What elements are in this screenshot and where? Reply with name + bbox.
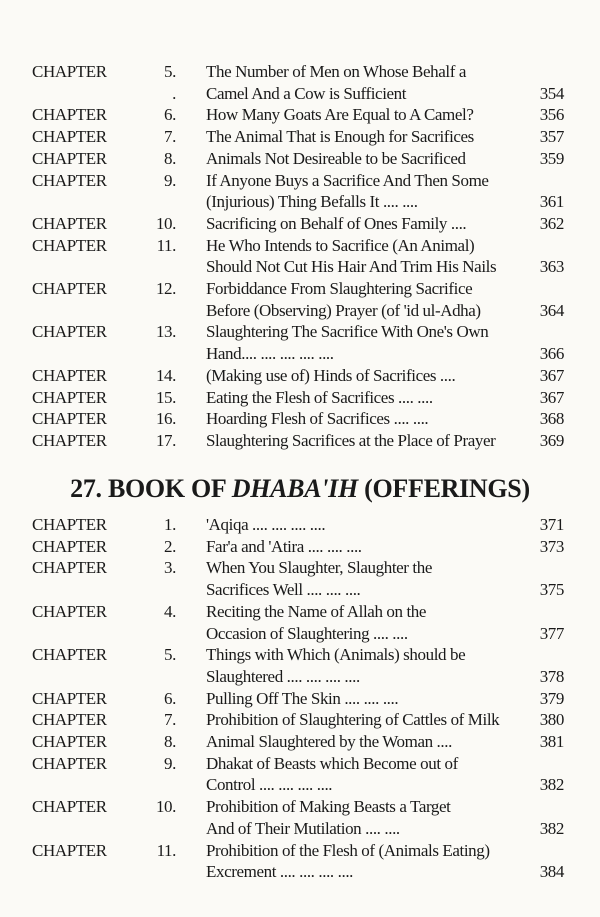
chapter-title: Pulling Off The Skin .... .... .... bbox=[206, 688, 399, 708]
chapter-title: Sacrifices Well .... .... .... bbox=[206, 580, 361, 600]
chapter-label: CHAPTER bbox=[32, 710, 107, 730]
toc-row bbox=[0, 796, 600, 818]
chapter-title: Far'a and 'Atira .... .... .... bbox=[206, 536, 362, 556]
chapter-number: 14. bbox=[155, 365, 176, 385]
chapter-label: CHAPTER bbox=[32, 387, 107, 407]
chapter-number: 5. bbox=[164, 645, 176, 665]
chapter-title: Animals Not Desireable to be Sacrificed bbox=[206, 148, 466, 168]
chapter-label: CHAPTER bbox=[32, 688, 107, 708]
toc-row bbox=[0, 104, 600, 126]
chapter-label: CHAPTER bbox=[32, 601, 107, 621]
page-number: 363 bbox=[539, 257, 564, 277]
toc-row bbox=[0, 235, 600, 257]
page-number: 368 bbox=[539, 409, 564, 429]
toc-row bbox=[0, 666, 600, 688]
page-number: 364 bbox=[539, 300, 564, 320]
chapter-number: 1. bbox=[164, 515, 176, 534]
page-number: 369 bbox=[539, 430, 564, 450]
page-number: 380 bbox=[539, 710, 564, 730]
chapter-label: CHAPTER bbox=[32, 213, 107, 233]
page-number: 371 bbox=[539, 515, 564, 534]
chapter-label: CHAPTER bbox=[32, 797, 107, 817]
page-number: 367 bbox=[539, 387, 564, 407]
toc-row bbox=[0, 343, 600, 365]
chapter-title: When You Slaughter, Slaughter the bbox=[206, 558, 432, 578]
chapter-label: CHAPTER bbox=[32, 515, 107, 534]
book-heading-suffix: (OFFERINGS) bbox=[357, 474, 530, 503]
chapter-label: CHAPTER bbox=[32, 62, 107, 81]
chapter-number: 3. bbox=[164, 558, 176, 578]
chapter-title: Should Not Cut His Hair And Trim His Nails bbox=[206, 257, 497, 277]
toc-row bbox=[0, 213, 600, 235]
toc-row bbox=[0, 557, 600, 579]
page-number: 354 bbox=[539, 83, 564, 103]
chapter-title: Prohibition of Slaughtering of Cattles of Milk bbox=[206, 710, 500, 730]
toc-row bbox=[0, 579, 600, 601]
chapter-label: CHAPTER bbox=[32, 753, 107, 773]
chapter-label: CHAPTER bbox=[32, 840, 107, 860]
chapter-title: Forbiddance From Slaughtering Sacrifice bbox=[206, 279, 473, 298]
chapter-label: CHAPTER bbox=[32, 279, 107, 298]
book-heading bbox=[0, 472, 600, 506]
chapter-number: 7. bbox=[164, 127, 176, 147]
chapter-title: 'Aqiqa .... .... .... .... bbox=[206, 515, 326, 534]
chapter-number: 10. bbox=[155, 213, 176, 233]
chapter-title: Hand.... .... .... .... .... bbox=[206, 344, 334, 364]
toc-row bbox=[0, 387, 600, 409]
chapter-number: . bbox=[172, 83, 176, 103]
toc-row bbox=[0, 536, 600, 558]
toc-row bbox=[0, 408, 600, 430]
chapter-title: Animal Slaughtered by the Woman .... bbox=[206, 732, 452, 751]
chapter-label: CHAPTER bbox=[32, 365, 107, 385]
chapter-title: If Anyone Buys a Sacrifice And Then Some bbox=[206, 170, 489, 190]
chapter-title: Occasion of Slaughtering .... .... bbox=[206, 623, 408, 643]
book-heading-italic: DHABA'IH bbox=[231, 474, 358, 503]
toc-row bbox=[0, 818, 600, 840]
chapter-number: 8. bbox=[164, 732, 176, 751]
toc-row bbox=[0, 191, 600, 213]
page-number: 381 bbox=[539, 732, 564, 751]
chapter-label: CHAPTER bbox=[32, 645, 107, 665]
toc-row bbox=[0, 365, 600, 387]
toc-row bbox=[0, 601, 600, 623]
chapter-number: 4. bbox=[164, 601, 176, 621]
chapter-label: CHAPTER bbox=[32, 127, 107, 147]
chapter-number: 2. bbox=[164, 536, 176, 556]
chapter-title: Sacrificing on Behalf of Ones Family .... bbox=[206, 213, 467, 233]
chapter-title: Control .... .... .... .... bbox=[206, 775, 333, 795]
chapter-title: Camel And a Cow is Sufficient bbox=[206, 83, 407, 103]
chapter-number: 9. bbox=[164, 170, 176, 190]
chapter-title: Before (Observing) Prayer (of 'id ul-Adha) bbox=[206, 300, 481, 320]
toc-row bbox=[0, 840, 600, 862]
chapter-title: Eating the Flesh of Sacrifices .... .... bbox=[206, 387, 433, 407]
toc-row bbox=[0, 83, 600, 105]
chapter-number: 11. bbox=[156, 840, 176, 860]
chapter-label: CHAPTER bbox=[32, 430, 107, 450]
toc-row bbox=[0, 126, 600, 148]
page-number: 384 bbox=[539, 862, 564, 882]
chapter-title: Hoarding Flesh of Sacrifices .... .... bbox=[206, 409, 429, 429]
toc-row bbox=[0, 688, 600, 710]
chapter-number: 9. bbox=[164, 753, 176, 773]
chapter-number: 6. bbox=[164, 688, 176, 708]
chapter-label: CHAPTER bbox=[32, 322, 107, 342]
chapter-title: Things with Which (Animals) should be bbox=[206, 645, 466, 665]
page-number: 379 bbox=[539, 688, 564, 708]
chapter-title: The Number of Men on Whose Behalf a bbox=[206, 62, 466, 81]
page-number: 366 bbox=[539, 344, 564, 364]
page-number: 361 bbox=[539, 192, 564, 212]
chapter-number: 5. bbox=[164, 62, 176, 81]
toc-row bbox=[0, 321, 600, 343]
chapter-title: The Animal That is Enough for Sacrifices bbox=[206, 127, 474, 147]
page-number: 377 bbox=[539, 623, 564, 643]
page-number: 378 bbox=[539, 666, 564, 686]
chapter-title: How Many Goats Are Equal to A Camel? bbox=[206, 105, 474, 125]
toc-row bbox=[0, 300, 600, 322]
chapter-title: Prohibition of the Flesh of (Animals Eating) bbox=[206, 840, 490, 860]
chapter-title: He Who Intends to Sacrifice (An Animal) bbox=[206, 235, 475, 255]
chapter-title: And of Their Mutilation .... .... bbox=[206, 818, 400, 838]
toc-row bbox=[0, 61, 600, 83]
toc-row bbox=[0, 644, 600, 666]
chapter-title: Slaughtered .... .... .... .... bbox=[206, 666, 360, 686]
page-number: 373 bbox=[539, 536, 564, 556]
toc-row bbox=[0, 623, 600, 645]
page-number: 382 bbox=[539, 775, 564, 795]
chapter-title: Excrement .... .... .... .... bbox=[206, 862, 354, 882]
toc-row bbox=[0, 774, 600, 796]
chapter-label: CHAPTER bbox=[32, 148, 107, 168]
chapter-title: Slaughtering Sacrifices at the Place of Prayer bbox=[206, 430, 496, 450]
chapter-number: 16. bbox=[155, 409, 176, 429]
page-number: 356 bbox=[539, 105, 564, 125]
page-number: 382 bbox=[539, 818, 564, 838]
chapter-label: CHAPTER bbox=[32, 558, 107, 578]
book-heading-prefix: 27. BOOK OF bbox=[70, 474, 232, 503]
toc-row bbox=[0, 709, 600, 731]
chapter-number: 11. bbox=[156, 235, 176, 255]
chapter-label: CHAPTER bbox=[32, 235, 107, 255]
toc-row bbox=[0, 430, 600, 452]
chapter-title: Prohibition of Making Beasts a Target bbox=[206, 797, 451, 817]
toc-row bbox=[0, 861, 600, 883]
chapter-title: Dhakat of Beasts which Become out of bbox=[206, 753, 458, 773]
chapter-label: CHAPTER bbox=[32, 536, 107, 556]
page-number: 375 bbox=[539, 580, 564, 600]
chapter-number: 12. bbox=[155, 279, 176, 298]
chapter-title: (Making use of) Hinds of Sacrifices .... bbox=[206, 365, 456, 385]
chapter-title: Reciting the Name of Allah on the bbox=[206, 601, 427, 621]
chapter-number: 10. bbox=[155, 797, 176, 817]
page-number: 357 bbox=[539, 127, 564, 147]
toc-row bbox=[0, 731, 600, 753]
chapter-label: CHAPTER bbox=[32, 409, 107, 429]
toc-row bbox=[0, 170, 600, 192]
chapter-label: CHAPTER bbox=[32, 170, 107, 190]
page-number: 362 bbox=[539, 213, 564, 233]
chapter-label: CHAPTER bbox=[32, 105, 107, 125]
toc-row bbox=[0, 148, 600, 170]
chapter-number: 7. bbox=[164, 710, 176, 730]
chapter-title: Slaughtering The Sacrifice With One's Own bbox=[206, 322, 489, 342]
chapter-number: 6. bbox=[164, 105, 176, 125]
page-number: 359 bbox=[539, 148, 564, 168]
page-number: 367 bbox=[539, 365, 564, 385]
toc-row bbox=[0, 256, 600, 278]
toc-row bbox=[0, 753, 600, 775]
toc-row bbox=[0, 278, 600, 300]
chapter-title: (Injurious) Thing Befalls It .... .... bbox=[206, 192, 418, 212]
chapter-number: 13. bbox=[155, 322, 176, 342]
chapter-number: 8. bbox=[164, 148, 176, 168]
chapter-number: 15. bbox=[155, 387, 176, 407]
chapter-number: 17. bbox=[155, 430, 176, 450]
chapter-label: CHAPTER bbox=[32, 732, 107, 751]
toc-row bbox=[0, 514, 600, 536]
